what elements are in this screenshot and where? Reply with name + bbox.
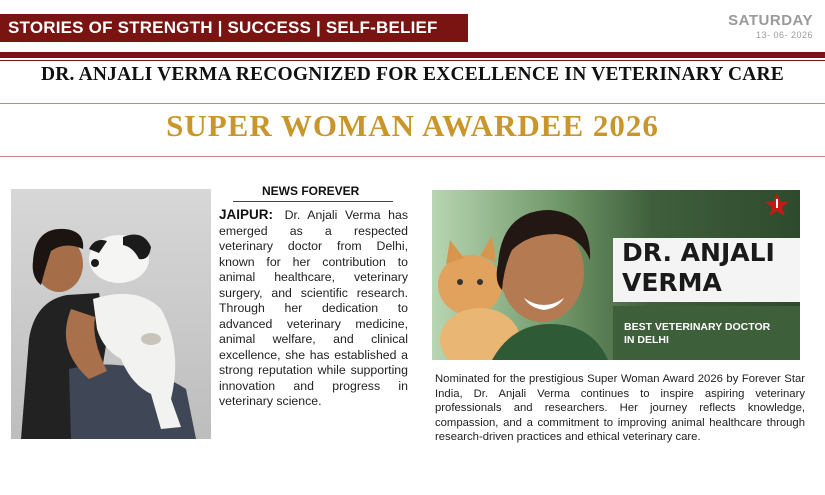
title-divider	[0, 156, 825, 157]
award-card	[432, 190, 800, 360]
section-rule	[233, 201, 393, 202]
card-name-first: DR. ANJALI	[622, 238, 775, 267]
section-label: NEWS FOREVER	[262, 184, 360, 198]
card-role	[624, 321, 770, 347]
day-label: SATURDAY	[728, 12, 813, 29]
headline-divider	[0, 103, 825, 104]
award-star-icon	[764, 192, 790, 218]
doctor-with-cat-photo	[432, 190, 622, 360]
tagline-banner: STORIES OF STRENGTH | SUCCESS | SELF-BELIEF	[0, 14, 468, 42]
award-caption: Nominated for the prestigious Super Woman Award 2026 by Forever Star India, Dr. Anjali Verma continues to inspire aspiring veterinary professionals and researchers. Her journey reflects knowledge, compassion, and a commitment to improving animal healthcare through research-driven practices and ethical veterinary care.	[435, 373, 805, 443]
card-role-line1: BEST VETERINARY DOCTOR	[624, 321, 771, 333]
article-body	[219, 207, 408, 410]
card-role-line2: IN DELHI	[624, 334, 669, 346]
date-label: 13- 06- 2026	[755, 30, 813, 40]
date-block	[728, 12, 813, 40]
doctor-with-dog-illustration	[11, 189, 211, 439]
card-name	[622, 238, 775, 298]
article-text: Dr. Anjali Verma has emerged as a respected veterinary doctor from Delhi, known for her contribution to animal healthcare, veterinary surgery, and scientific research. Through her dedication to advanced veterinary medicine, animal welfare, and clinical excellence, she has established a strong reputation while supporting innovation and progress in veterinary science.	[219, 208, 408, 408]
dateline: JAIPUR:	[219, 207, 274, 222]
masthead-rule-thin	[0, 60, 825, 61]
masthead-rule	[0, 52, 825, 58]
doctor-with-dog-photo	[11, 189, 211, 439]
headline: DR. ANJALI VERMA RECOGNIZED FOR EXCELLENCE IN VETERINARY CARE	[40, 64, 785, 85]
award-title: SUPER WOMAN AWARDEE 2026	[166, 108, 659, 143]
card-name-last: VERMA	[622, 268, 722, 297]
